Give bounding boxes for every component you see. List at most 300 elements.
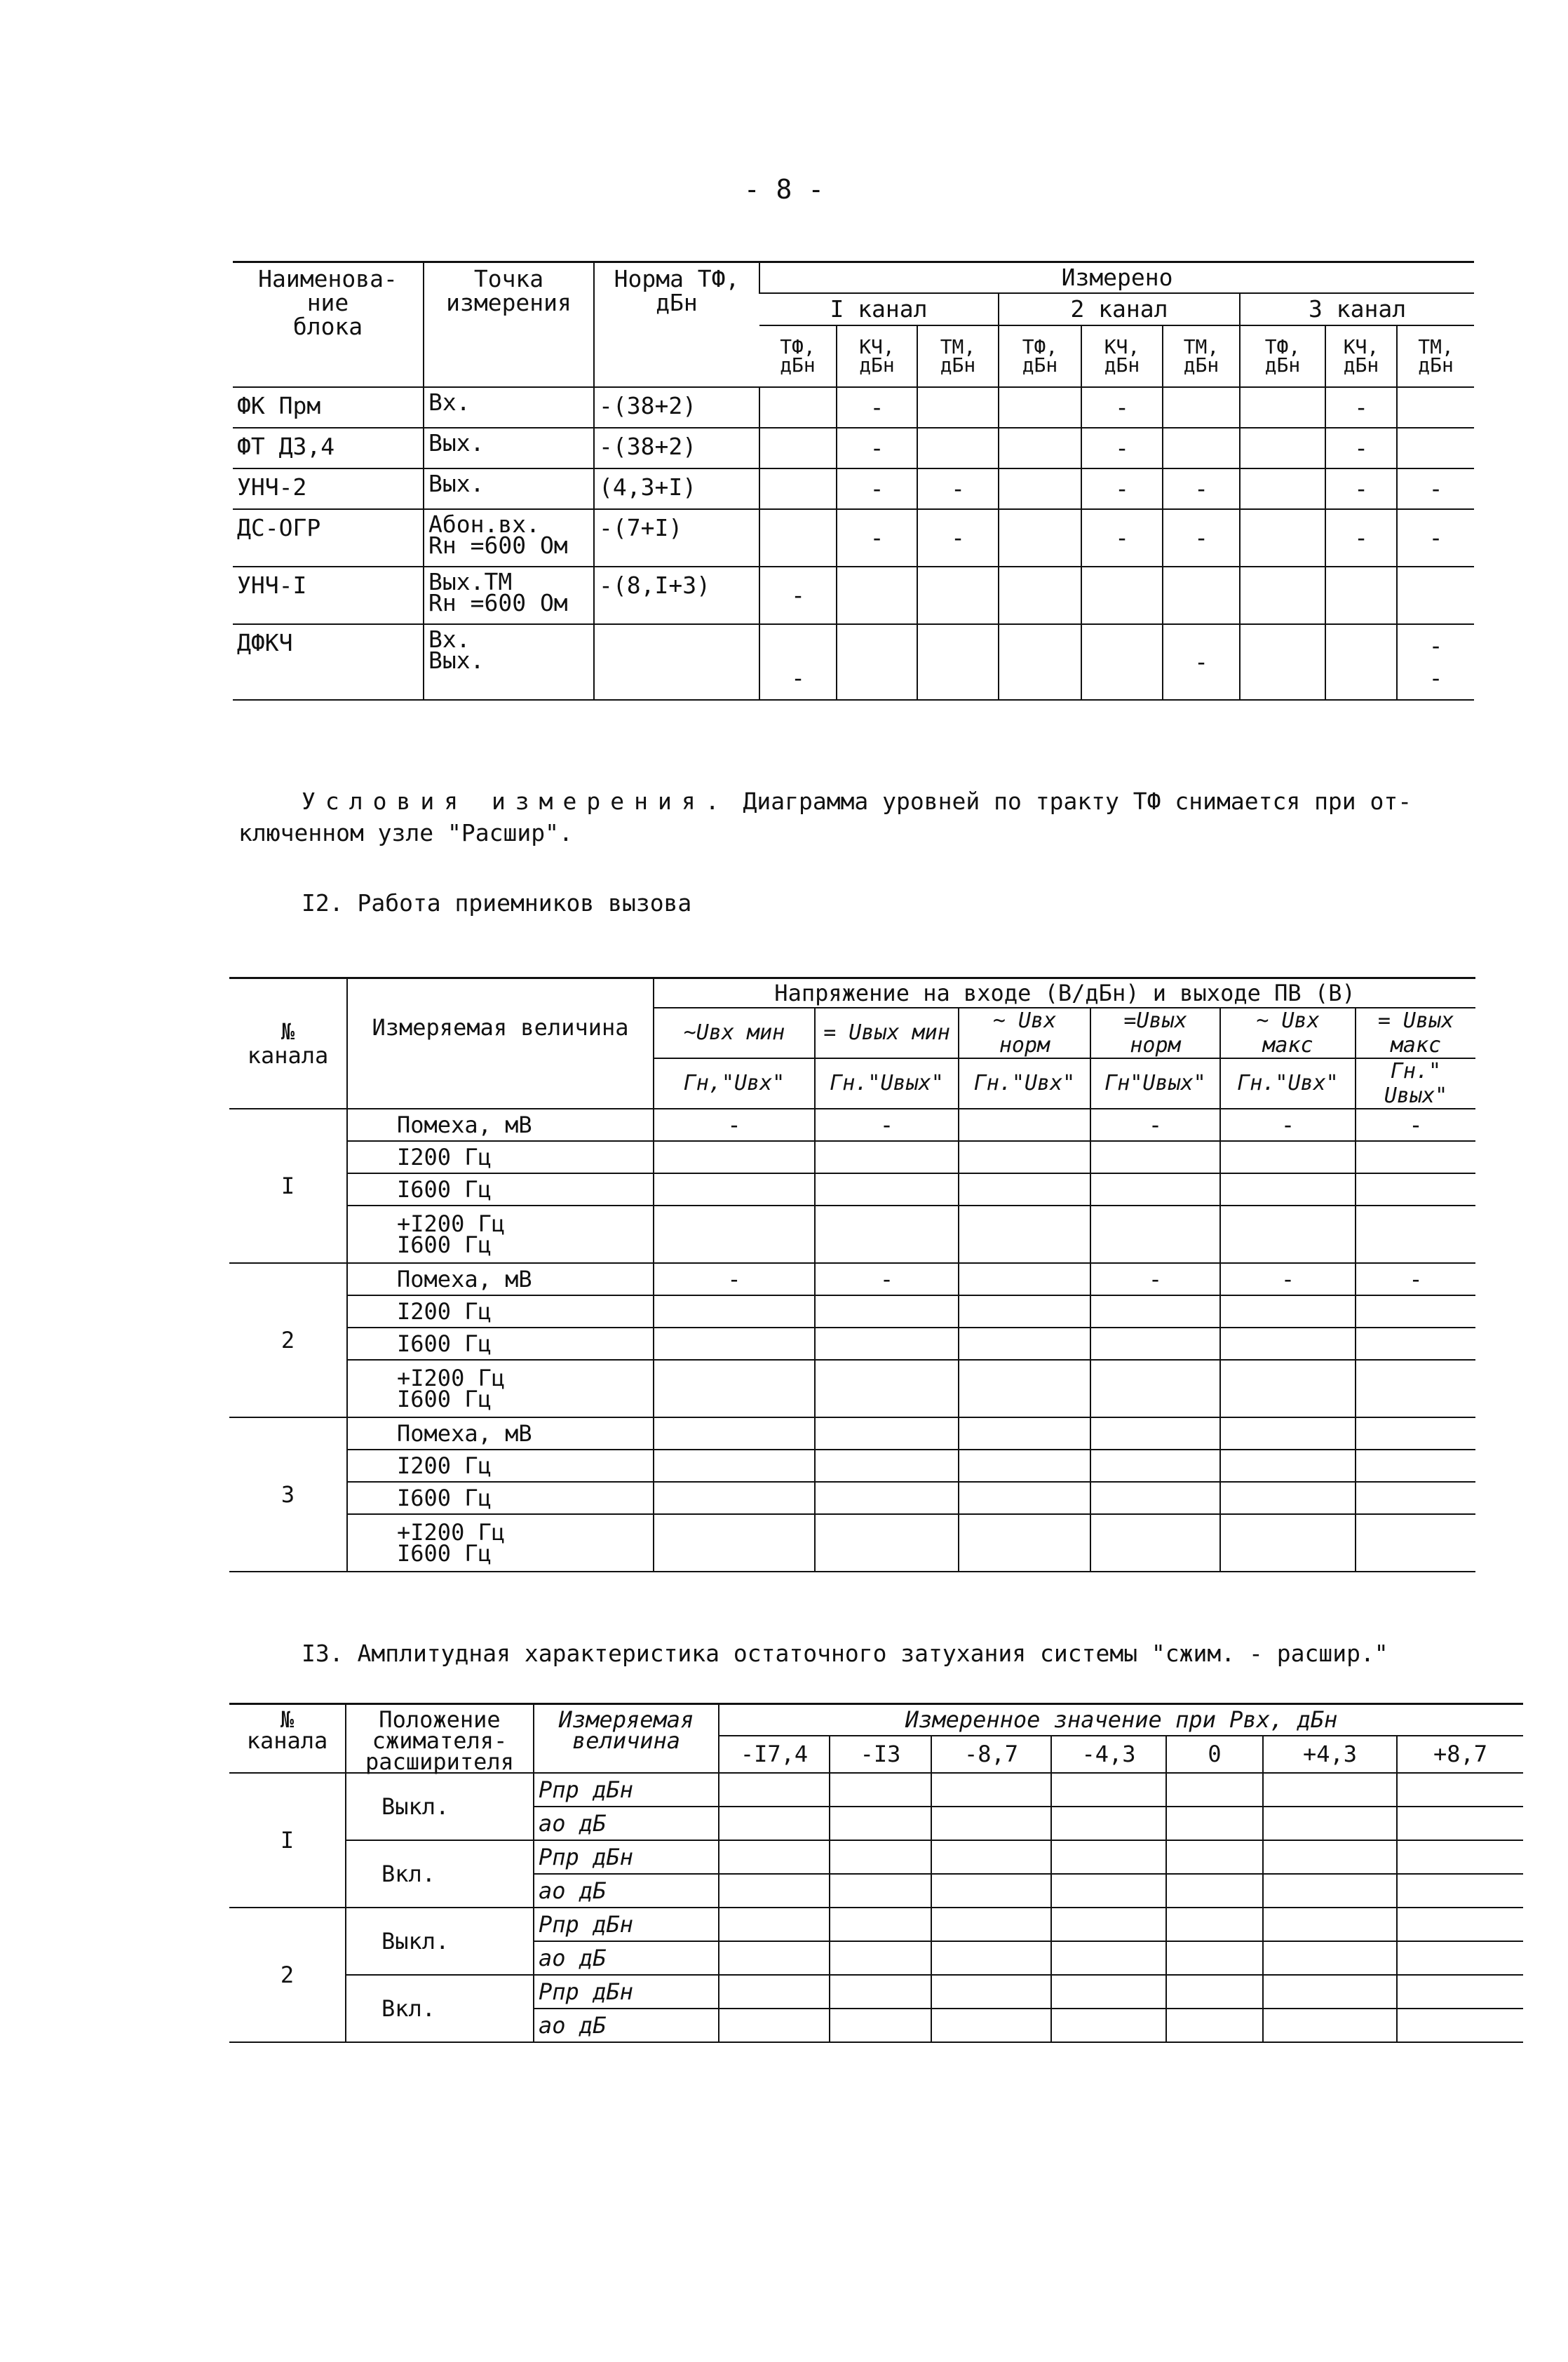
measured-cell (999, 509, 1081, 567)
measured-cell (1240, 468, 1325, 509)
measured-cell (931, 2009, 1051, 2042)
measured-cell (1051, 2009, 1166, 2042)
block-name: УНЧ-I (233, 567, 424, 624)
measured-cell (654, 1206, 815, 1263)
measured-cell (1397, 1840, 1523, 1874)
measured-cell (959, 1328, 1090, 1360)
header-block: Наименова- ние блока (233, 262, 424, 387)
header-measured-value: Измеренное значение при Рвх, дБн (719, 1704, 1523, 1736)
input-level: -8,7 (931, 1736, 1051, 1773)
header-position: Положение сжимателя- расширителя (346, 1704, 534, 1774)
measured-cell (959, 1206, 1090, 1263)
measured-cell: - (1325, 509, 1397, 567)
table-row (229, 1141, 1475, 1173)
channel-number: 3 (229, 1417, 347, 1572)
quantity-name: Помеха, мВ (347, 1263, 654, 1295)
measured-cell (815, 1514, 959, 1572)
header-norm: Норма ТФ, дБн (594, 262, 759, 387)
measured-cell (1051, 1773, 1166, 1807)
measured-cell (1163, 567, 1240, 624)
channel-number: 2 (229, 1263, 347, 1417)
norm-value: (4,3+I) (594, 468, 759, 509)
measured-cell (959, 1263, 1090, 1295)
measured-cell (830, 1807, 931, 1840)
header-channel: № канала (229, 1704, 346, 1774)
measured-cell (999, 387, 1081, 428)
subheader-tf: ТФ, дБн (999, 325, 1081, 387)
table-row (229, 1109, 1475, 1141)
measured-cell: - (815, 1109, 959, 1141)
channel-number: I (229, 1109, 347, 1263)
measured-cell (1240, 624, 1325, 700)
compander-state: Выкл. (346, 1773, 534, 1840)
table-row (233, 387, 1474, 428)
measured-quantity: ао дБ (534, 1941, 719, 1975)
measured-cell (1166, 1840, 1263, 1874)
measured-cell (1263, 1941, 1397, 1975)
voltage-subheader: ~ Uвх макс (1220, 1008, 1356, 1058)
input-level: +4,3 (1263, 1736, 1397, 1773)
measured-cell (815, 1417, 959, 1450)
measured-cell: - (917, 468, 999, 509)
measured-cell (719, 1908, 830, 1941)
measured-cell (1240, 509, 1325, 567)
norm-value (594, 624, 759, 700)
measured-cell (719, 1807, 830, 1840)
table-row (229, 1773, 1523, 1807)
measured-cell (719, 1874, 830, 1908)
measured-cell (931, 1807, 1051, 1840)
measured-cell (999, 567, 1081, 624)
measured-quantity: Рпр дБн (534, 1975, 719, 2009)
quantity-name: I600 Гц (347, 1328, 654, 1360)
measured-cell (1090, 1173, 1220, 1206)
measured-cell (1220, 1328, 1356, 1360)
measured-cell: - (837, 387, 917, 428)
measured-cell (1220, 1482, 1356, 1514)
measured-cell (830, 1874, 931, 1908)
measured-cell (931, 1908, 1051, 1941)
measured-cell: - (1325, 428, 1397, 468)
input-level: -I3 (830, 1736, 931, 1773)
table-row (229, 1450, 1475, 1482)
measured-cell (654, 1295, 815, 1328)
measured-cell (815, 1141, 959, 1173)
quantity-name: I600 Гц (347, 1173, 654, 1206)
measured-cell (959, 1141, 1090, 1173)
measured-cell (1220, 1173, 1356, 1206)
channel-number: 2 (229, 1908, 346, 2042)
measured-cell (830, 1773, 931, 1807)
measured-cell: - (1397, 468, 1474, 509)
measure-point: Вых.ТМ Rн =600 Ом (424, 567, 594, 624)
measured-cell (1263, 1975, 1397, 2009)
measured-cell (759, 468, 837, 509)
subheader-kch: КЧ, дБн (1325, 325, 1397, 387)
measured-cell (1166, 1908, 1263, 1941)
measured-cell (1081, 567, 1163, 624)
measured-cell (959, 1109, 1090, 1141)
measured-cell (959, 1295, 1090, 1328)
conditions-lead: Условия измерения. (302, 788, 729, 815)
measured-cell (931, 1941, 1051, 1975)
header-measured: Измерено (759, 262, 1474, 293)
measured-quantity: Рпр дБн (534, 1908, 719, 1941)
measured-cell (1397, 1874, 1523, 1908)
subheader-tf: ТФ, дБн (759, 325, 837, 387)
measured-cell (654, 1173, 815, 1206)
table-row (229, 1908, 1523, 1941)
table-row (229, 1328, 1475, 1360)
measure-point: Вых. (424, 428, 594, 468)
measured-cell (1240, 428, 1325, 468)
measured-cell (1397, 1975, 1523, 2009)
compander-state: Выкл. (346, 1908, 534, 1975)
measured-quantity: Рпр дБн (534, 1840, 719, 1874)
measured-cell (959, 1450, 1090, 1482)
measured-cell (959, 1360, 1090, 1417)
measured-cell (1090, 1360, 1220, 1417)
table-row (233, 468, 1474, 509)
measured-cell (999, 468, 1081, 509)
quantity-name: +I200 Гц I600 Гц (347, 1514, 654, 1572)
table-row (229, 1206, 1475, 1263)
subheader-tm: ТМ, дБн (1397, 325, 1474, 387)
measured-cell: - (1356, 1109, 1475, 1141)
measured-cell (917, 624, 999, 700)
measure-point: Абон.вх. Rн =600 Ом (424, 509, 594, 567)
measured-cell (999, 624, 1081, 700)
table-row (229, 1514, 1475, 1572)
quantity-name: Помеха, мВ (347, 1109, 654, 1141)
conditions-text: Диаграмма уровней по тракту ТФ снимается при от- (729, 788, 1412, 815)
measured-cell (917, 387, 999, 428)
measured-cell (1163, 428, 1240, 468)
header-channel-2: 2 канал (999, 293, 1240, 325)
measured-cell (1397, 1908, 1523, 1941)
measured-cell (959, 1514, 1090, 1572)
table-row (233, 624, 1474, 700)
measured-cell (1090, 1417, 1220, 1450)
page-number: - 8 - (743, 174, 825, 205)
measured-cell (1166, 1941, 1263, 1975)
measured-cell: - (1356, 1263, 1475, 1295)
table-row (229, 1482, 1475, 1514)
measured-cell (1240, 567, 1325, 624)
quantity-name: +I200 Гц I600 Гц (347, 1206, 654, 1263)
measured-cell (815, 1173, 959, 1206)
measure-point: Вх. Вых. (424, 624, 594, 700)
measured-cell (1090, 1206, 1220, 1263)
section-12-title: I2. Работа приемников вызова (302, 889, 692, 917)
norm-value: -(38+2) (594, 387, 759, 428)
voltage-subheader: ~ Uвх норм (959, 1008, 1090, 1058)
measured-cell: - (1081, 468, 1163, 509)
measured-quantity: ао дБ (534, 1807, 719, 1840)
measured-cell (1263, 1840, 1397, 1874)
measured-cell (815, 1328, 959, 1360)
subheader-tf: ТФ, дБн (1240, 325, 1325, 387)
measured-quantity: Рпр дБн (534, 1773, 719, 1807)
measured-cell: - (1325, 387, 1397, 428)
measured-cell (759, 509, 837, 567)
measured-cell (1166, 1773, 1263, 1807)
measured-cell: - (1397, 509, 1474, 567)
table-row (229, 1263, 1475, 1295)
measured-cell: - (837, 509, 917, 567)
measurement-conditions (302, 784, 1452, 819)
measured-cell (1397, 428, 1474, 468)
measured-cell: - (1163, 624, 1240, 700)
header-voltage: Напряжение на входе (В/дБн) и выходе ПВ (В) (654, 978, 1475, 1008)
measured-cell: - (1163, 468, 1240, 509)
measured-cell (1263, 2009, 1397, 2042)
subheader-tm: ТМ, дБн (1163, 325, 1240, 387)
measured-cell (654, 1360, 815, 1417)
compander-state: Вкл. (346, 1975, 534, 2042)
block-name: ДФКЧ (233, 624, 424, 700)
measured-cell (1356, 1514, 1475, 1572)
quantity-name: Помеха, мВ (347, 1417, 654, 1450)
measured-cell (1220, 1360, 1356, 1417)
measured-cell (1356, 1360, 1475, 1417)
measured-cell (830, 1840, 931, 1874)
measured-cell (1051, 1840, 1166, 1874)
input-level: +8,7 (1397, 1736, 1523, 1773)
measured-cell (1220, 1206, 1356, 1263)
channel-number: I (229, 1773, 346, 1908)
compander-table (229, 1703, 1523, 2043)
call-receivers-table (229, 977, 1475, 1572)
measured-cell (1356, 1141, 1475, 1173)
measured-cell (931, 1840, 1051, 1874)
measured-cell (1090, 1328, 1220, 1360)
norm-value: -(7+I) (594, 509, 759, 567)
measured-cell (1051, 1908, 1166, 1941)
measured-cell (1356, 1295, 1475, 1328)
measured-cell (1356, 1173, 1475, 1206)
measured-cell (830, 1975, 931, 2009)
freq-subheader: Гн."Uвх" (1220, 1058, 1356, 1109)
measured-cell: - (1163, 509, 1240, 567)
measured-cell (1090, 1514, 1220, 1572)
measured-cell (654, 1417, 815, 1450)
measured-cell: - (654, 1263, 815, 1295)
measured-cell (815, 1482, 959, 1514)
measured-cell (815, 1206, 959, 1263)
measured-cell (1356, 1328, 1475, 1360)
measured-quantity: ао дБ (534, 2009, 719, 2042)
block-name: ФК Прм (233, 387, 424, 428)
measured-cell (1325, 624, 1397, 700)
subheader-kch: КЧ, дБн (1081, 325, 1163, 387)
measured-cell (1090, 1482, 1220, 1514)
freq-subheader: Гн."Uвых" (815, 1058, 959, 1109)
measured-cell: - (1220, 1109, 1356, 1141)
table-row (233, 509, 1474, 567)
measured-cell: - - (1397, 624, 1474, 700)
measured-cell (1090, 1141, 1220, 1173)
measured-cell (1397, 387, 1474, 428)
table-row (229, 1360, 1475, 1417)
measured-cell (815, 1360, 959, 1417)
measured-cell (1081, 624, 1163, 700)
measured-cell: - (759, 624, 837, 700)
measured-cell: - (837, 428, 917, 468)
measured-cell (837, 624, 917, 700)
measured-cell (1397, 1941, 1523, 1975)
measured-cell: - (1220, 1263, 1356, 1295)
measured-cell (1220, 1141, 1356, 1173)
norm-value: -(38+2) (594, 428, 759, 468)
measured-cell: - (654, 1109, 815, 1141)
measured-cell (1166, 1807, 1263, 1840)
block-levels-table (233, 261, 1474, 701)
measured-cell (654, 1450, 815, 1482)
measured-cell (654, 1141, 815, 1173)
table-row (229, 1840, 1523, 1874)
measured-cell (759, 387, 837, 428)
quantity-name: +I200 Гц I600 Гц (347, 1360, 654, 1417)
measured-cell (759, 428, 837, 468)
voltage-subheader: = Uвых макс (1356, 1008, 1475, 1058)
measured-cell (1051, 1874, 1166, 1908)
block-name: ДС-ОГР (233, 509, 424, 567)
measure-point: Вых. (424, 468, 594, 509)
measured-cell (959, 1482, 1090, 1514)
measured-cell (719, 1975, 830, 2009)
measured-cell (719, 2009, 830, 2042)
measured-cell (999, 428, 1081, 468)
quantity-name: I600 Гц (347, 1482, 654, 1514)
header-channel-3: 3 канал (1240, 293, 1474, 325)
table-row (229, 1295, 1475, 1328)
header-quantity: Измеряемая величина (534, 1704, 719, 1774)
section-13-title: I3. Амплитудная характеристика остаточного затухания системы "сжим. - расшир." (302, 1640, 1388, 1667)
measured-cell (1356, 1206, 1475, 1263)
table-row (229, 1417, 1475, 1450)
block-name: УНЧ-2 (233, 468, 424, 509)
measured-cell (719, 1840, 830, 1874)
measurement-conditions-cont: ключенном узле "Расшир". (238, 819, 573, 846)
measured-cell (1263, 1807, 1397, 1840)
measured-cell (830, 1908, 931, 1941)
measured-cell (1397, 2009, 1523, 2042)
voltage-subheader: = Uвых мин (815, 1008, 959, 1058)
norm-value: -(8,I+3) (594, 567, 759, 624)
measured-cell (1263, 1773, 1397, 1807)
subheader-kch: КЧ, дБн (837, 325, 917, 387)
measured-cell (1356, 1417, 1475, 1450)
measured-cell (917, 428, 999, 468)
measured-cell (1166, 1975, 1263, 2009)
measured-cell (1051, 1975, 1166, 2009)
measured-cell (815, 1295, 959, 1328)
measured-cell: - (1325, 468, 1397, 509)
voltage-subheader: ~Uвх мин (654, 1008, 815, 1058)
measured-cell (1263, 1908, 1397, 1941)
measured-cell: - (1081, 387, 1163, 428)
compander-state: Вкл. (346, 1840, 534, 1908)
header-point: Точка измерения (424, 262, 594, 387)
measured-cell (959, 1417, 1090, 1450)
measured-cell: - (1090, 1109, 1220, 1141)
measured-cell (1325, 567, 1397, 624)
measured-cell: - (815, 1263, 959, 1295)
measured-cell (1356, 1450, 1475, 1482)
measured-cell (1240, 387, 1325, 428)
table-row (233, 567, 1474, 624)
freq-subheader: Гн."Uвх" (959, 1058, 1090, 1109)
header-channel-1: I канал (759, 293, 999, 325)
measured-cell (719, 1941, 830, 1975)
measured-cell (931, 1874, 1051, 1908)
quantity-name: I200 Гц (347, 1295, 654, 1328)
measured-cell (1166, 1874, 1263, 1908)
measured-cell (1263, 1874, 1397, 1908)
subheader-tm: ТМ, дБн (917, 325, 999, 387)
block-name: ФТ ДЗ,4 (233, 428, 424, 468)
measured-cell (1220, 1417, 1356, 1450)
freq-subheader: Гн." Uвых" (1356, 1058, 1475, 1109)
input-level: -4,3 (1051, 1736, 1166, 1773)
freq-subheader: Гн,"Uвх" (654, 1058, 815, 1109)
measured-cell (1090, 1295, 1220, 1328)
measured-cell (654, 1514, 815, 1572)
measured-cell (654, 1482, 815, 1514)
measured-cell (837, 567, 917, 624)
measured-cell (1051, 1807, 1166, 1840)
measured-cell (1356, 1482, 1475, 1514)
measured-cell (830, 2009, 931, 2042)
input-level: 0 (1166, 1736, 1263, 1773)
measured-cell (1163, 387, 1240, 428)
measured-cell: - (1081, 509, 1163, 567)
measured-cell (1220, 1514, 1356, 1572)
freq-subheader: Гн"Uвых" (1090, 1058, 1220, 1109)
table-row (229, 1173, 1475, 1206)
measured-cell (1220, 1295, 1356, 1328)
input-level: -I7,4 (719, 1736, 830, 1773)
measured-cell: - (917, 509, 999, 567)
measured-cell (931, 1975, 1051, 2009)
quantity-name: I200 Гц (347, 1141, 654, 1173)
measured-cell: - (1090, 1263, 1220, 1295)
measured-cell (959, 1173, 1090, 1206)
measured-quantity: ао дБ (534, 1874, 719, 1908)
table-row (229, 1975, 1523, 2009)
measured-cell: - (1081, 428, 1163, 468)
measured-cell: - (759, 567, 837, 624)
measured-cell (815, 1450, 959, 1482)
quantity-name: I200 Гц (347, 1450, 654, 1482)
measured-cell: - (837, 468, 917, 509)
measured-cell (1051, 1941, 1166, 1975)
measured-cell (1397, 1773, 1523, 1807)
measured-cell (1220, 1450, 1356, 1482)
measured-cell (1090, 1450, 1220, 1482)
measured-cell (1397, 1807, 1523, 1840)
measured-cell (654, 1328, 815, 1360)
measured-cell (931, 1773, 1051, 1807)
header-quantity: Измеряемая величина (347, 978, 654, 1109)
table-row (233, 428, 1474, 468)
voltage-subheader: =Uвых норм (1090, 1008, 1220, 1058)
header-channel: № канала (229, 978, 347, 1109)
measured-cell (917, 567, 999, 624)
measured-cell (719, 1773, 830, 1807)
measured-cell (1397, 567, 1474, 624)
